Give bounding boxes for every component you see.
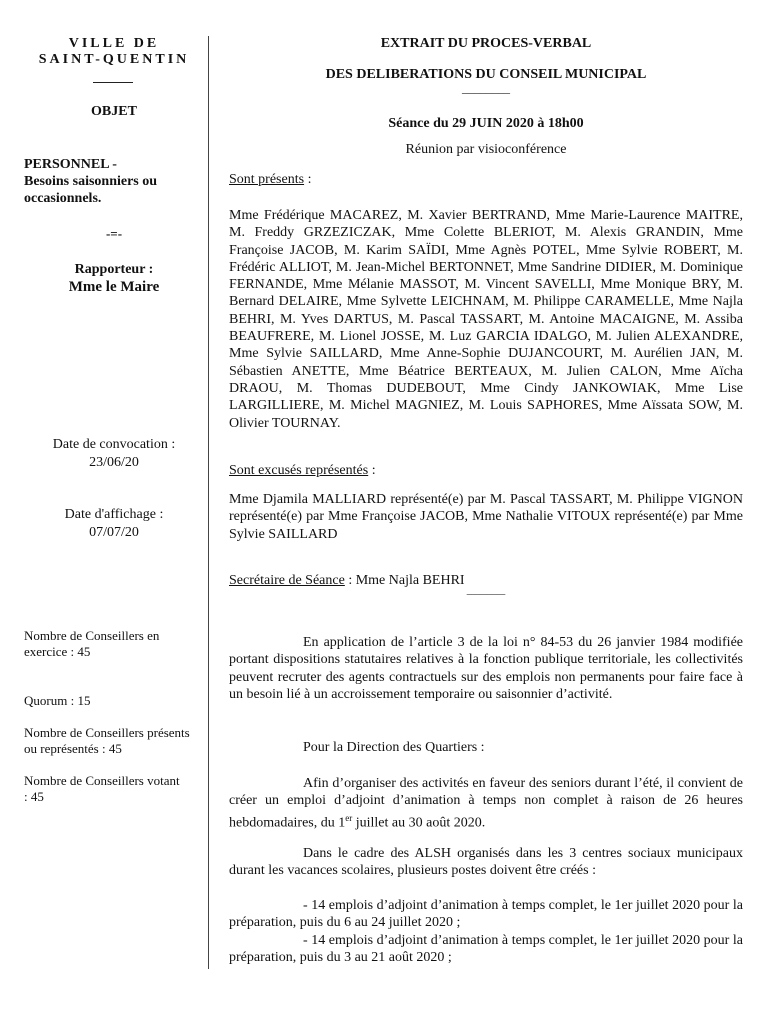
stat-conseillers-presents: Nombre de Conseillers présents ou représentés : 45 (24, 725, 190, 756)
paragraph-legal-basis: En application de l’article 3 de la loi n° 84-53 du 26 janvier 1984 modifiée portant dispositions statutaires relatives à la fonction publique territoriale, les collectivités peuvent recruter des agents contractuels sur des emplois non permanents pour faire face à un besoin lié à un accroissement temporaire ou saisonnier d’activité. (229, 635, 743, 702)
city-underline (93, 82, 133, 83)
presents-heading (229, 172, 743, 188)
rapporteur-name: Mme le Maire (68, 279, 160, 295)
stat-quorum: Quorum : 15 (24, 693, 91, 708)
secretaire-rule: _______ (466, 584, 506, 596)
seniors-text-b: juillet au 30 août 2020. (352, 815, 486, 831)
presents-label: Sont présents (229, 172, 305, 187)
convocation-date: 23/06/20 (89, 455, 139, 470)
list-item-august: - 14 emplois d’adjoint d’animation à temps complet, le 1er juillet 2020 pour la préparation, puis du 3 au 21 août 2020 ; (229, 933, 743, 966)
rapporteur-label: Rapporteur : (74, 262, 154, 277)
convocation-label: Date de convocation : (52, 437, 176, 452)
seniors-text-a: Afin d’organiser des activités en faveur des seniors durant l’été, il convient de créer un emploi d’adjoint d’animation à temps non complet à raison de 26 heures hebdomadaires, du 1 (229, 776, 743, 831)
header-title-2: DES DELIBERATIONS DU CONSEIL MUNICIPAL (325, 67, 647, 82)
column-divider (208, 36, 209, 969)
separator: -=- (105, 226, 123, 241)
paragraph-alsh: Dans le cadre des ALSH organisés dans les 3 centres sociaux municipaux durant les vacances scolaires, plusieurs postes doivent être créés : (229, 846, 743, 879)
secretaire-label: Secrétaire de Séance (229, 573, 345, 588)
subject-description: Besoins saisonniers ou occasionnels. (24, 174, 158, 206)
paragraph-seniors (229, 775, 743, 832)
affichage-date: 07/07/20 (89, 525, 139, 540)
presents-colon: : (304, 172, 312, 187)
list-item-july: - 14 emplois d’adjoint d’animation à temps complet, le 1er juillet 2020 pour la préparation, puis du 6 au 24 juillet 2020 ; (229, 898, 743, 931)
excuses-list: Mme Djamila MALLIARD représenté(e) par M. Pascal TASSART, M. Philippe VIGNON représenté(e) par Mme Françoise JACOB, Mme Nathalie VITOUX représenté(e) par Mme Sylvie SAILLARD (229, 492, 743, 542)
city-line-1: VILLE DE (68, 36, 160, 51)
subject-title: PERSONNEL - (24, 157, 117, 172)
presents-list: Mme Frédérique MACAREZ, M. Xavier BERTRAND, Mme Marie-Laurence MAITRE, M. Freddy GRZEZICZAK, Mme Colette BLERIOT, M. Alexis GRANDIN, Mme Françoise JACOB, M. Karim SAÏDI, Mme Agnès POTEL, Mme Sylvie ROBERT, M. Frédéric ALLIOT, M. Jean-Michel BERTONNET, Mme Sandrine DIDIER, M. Dominique FERNANDE, Mme Mélanie MASSOT, M. Vincent SAVELLI, Mme Monique BRY, M. Bernard DELAIRE, Mme Sylvette LEICHNAM, M. Philippe CARAMELLE, Mme Najla BEHRI, M. Yves DARTUS, M. Pascal TASSART, M. Antoine MACAIGNE, M. Assiba BEAUFRERE, M. Lionel JOSSE, M. Luz GARCIA IDALGO, M. Julien ALEXANDRE, Mme Sylvie SAILLARD, Mme Anne-Sophie DUJANCOURT, M. Aurélien JAN, M. Sébastien ANETTE, Mme Béatrice BERTEAUX, M. Julien CALON, Mme Aïcha DRAOU, M. Thomas DUDEBOUT, Mme Cindy JANKOWIAK, Mme Lise LARGILLIERE, M. Michel MAGNIEZ, M. Louis SAPHORES, Mme Aïssata SOW, M. Olivier TOURNAY. (229, 208, 743, 431)
paragraph-direction-quartiers: Pour la Direction des Quartiers : (303, 740, 485, 755)
excuses-colon: : (368, 463, 376, 478)
header-title-1: EXTRAIT DU PROCES-VERBAL (380, 36, 592, 51)
city-line-2: SAINT-QUENTIN (38, 52, 190, 67)
reunion-mode: Réunion par visioconférence (405, 142, 567, 157)
excuses-label: Sont excusés représentés (229, 463, 369, 478)
affichage-label: Date d'affichage : (64, 507, 164, 522)
excuses-heading (229, 463, 743, 479)
seance-date: Séance du 29 JUIN 2020 à 18h00 (388, 116, 584, 131)
objet-label: OBJET (91, 104, 137, 119)
city-name (24, 36, 204, 68)
stat-conseillers-votant: Nombre de Conseillers votant : 45 (24, 773, 180, 804)
header-rule: ________ (462, 81, 510, 95)
secretaire-value: : Mme Najla BEHRI (344, 573, 465, 588)
seniors-sup: er (345, 812, 353, 823)
stat-conseillers-exercice: Nombre de Conseillers en exercice : 45 (24, 628, 160, 659)
